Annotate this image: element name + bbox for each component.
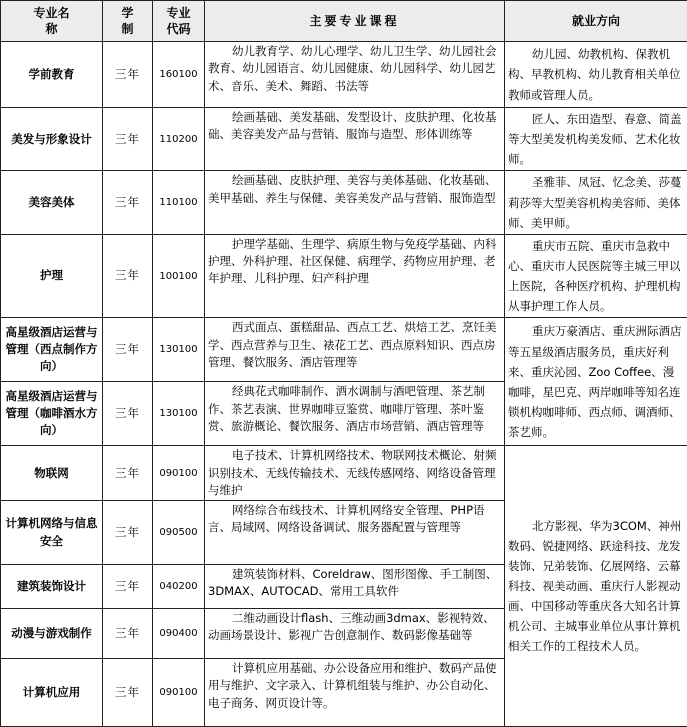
header-years: 学 制	[103, 1, 153, 42]
program-years: 三年	[103, 446, 153, 501]
program-years: 三年	[103, 609, 153, 659]
table-row	[1, 318, 687, 382]
program-code: 100100	[153, 234, 205, 318]
program-years: 三年	[103, 318, 153, 382]
program-careers: 圣雅菲、凤冠、忆念美、莎蔓莉莎等大型美容机构美容师、美体师、美甲师。	[505, 171, 687, 234]
program-code: 130100	[153, 382, 205, 446]
program-code: 040200	[153, 565, 205, 609]
program-name: 学前教育	[1, 42, 103, 108]
program-code: 130100	[153, 318, 205, 382]
program-name: 建筑装饰设计	[1, 565, 103, 609]
program-years: 三年	[103, 659, 153, 727]
program-careers: 匠人、东田造型、春意、简盖等大型美发机构美发师、艺术化妆师。	[505, 108, 687, 171]
program-code: 110200	[153, 108, 205, 171]
header-name: 专业名 称	[1, 1, 103, 42]
program-years: 三年	[103, 42, 153, 108]
careers-hotel: 重庆万豪酒店、重庆洲际酒店等五星级酒店服务员，重庆好利来、重庆沁园、Zoo Coffee、漫咖啡，星巴克、两岸咖啡等知名连锁机构咖啡师、西点师、调酒师、茶艺师。	[505, 318, 687, 446]
careers-it: 北方影视、华为3COM、神州数码、锐捷网络、跃途科技、龙发装饰、兄弟装饰、亿展网络、云幕科技、视美动画、重庆行人影视动画、中国移动等重庆各大知名计算机公司、主城事业单位从事计算机相关工作的工程技术人员。	[505, 446, 687, 727]
header-courses: 主要专业课程	[205, 1, 505, 42]
program-name: 计算机应用	[1, 659, 103, 727]
program-name: 高星级酒店运营与管理（西点制作方向）	[1, 318, 103, 382]
program-code: 160100	[153, 42, 205, 108]
program-name: 动漫与游戏制作	[1, 609, 103, 659]
program-code: 110100	[153, 171, 205, 234]
program-careers: 重庆市五院、重庆市急救中心、重庆市人民医院等主城三甲以上医院，各种医疗机构、护理机构从事护理工作人员。	[505, 234, 687, 318]
program-code: 090500	[153, 501, 205, 565]
program-name: 计算机网络与信息安全	[1, 501, 103, 565]
program-courses: 幼儿教育学、幼儿心理学、幼儿卫生学、幼儿园社会教育、幼儿园语言、幼儿园健康、幼儿园科学、幼儿园艺术、音乐、美术、舞蹈、书法等	[205, 42, 505, 108]
program-name: 护理	[1, 234, 103, 318]
program-courses: 经典花式咖啡制作、酒水调制与酒吧管理、茶艺制作、茶艺表演、世界咖啡豆鉴赏、咖啡厅管理、茶叶鉴赏、旅游概论、餐饮服务、酒店市场营销、酒店管理等	[205, 382, 505, 446]
program-name: 物联网	[1, 446, 103, 501]
program-name: 高星级酒店运营与管理（咖啡酒水方向）	[1, 382, 103, 446]
program-code: 090100	[153, 659, 205, 727]
program-years: 三年	[103, 108, 153, 171]
program-courses: 护理学基础、生理学、病原生物与免疫学基础、内科护理、外科护理、社区保健、病理学、药物应用护理、老年护理、儿科护理、妇产科护理	[205, 234, 505, 318]
program-code: 090100	[153, 446, 205, 501]
program-years: 三年	[103, 382, 153, 446]
program-years: 三年	[103, 501, 153, 565]
program-code: 090400	[153, 609, 205, 659]
program-courses: 绘画基础、皮肤护理、美容与美体基础、化妆基础、美甲基础、养生与保健、美容美发产品与营销、服饰造型	[205, 171, 505, 234]
program-courses: 网络综合布线技术、计算机网络安全管理、PHP语言、局域网、网络设备调试、服务器配置与管理等	[205, 501, 505, 565]
table-row	[1, 42, 687, 108]
program-courses: 西式面点、蛋糕甜品、西点工艺、烘焙工艺、烹饪美学、西点营养与卫生、裱花工艺、西点原料知识、西点房管理、餐饮服务、酒店管理等	[205, 318, 505, 382]
header-code: 专业 代码	[153, 1, 205, 42]
header-careers: 就业方向	[505, 1, 687, 42]
program-name: 美容美体	[1, 171, 103, 234]
table-row	[1, 234, 687, 318]
header-row	[1, 1, 687, 42]
program-courses: 建筑装饰材料、Coreldraw、图形图像、手工制图、3DMAX、AUTOCAD、常用工具软件	[205, 565, 505, 609]
program-name: 美发与形象设计	[1, 108, 103, 171]
program-courses: 二维动画设计flash、三维动画3dmax、影视特效、动画场景设计、影视广告创意制作、数码影像基础等	[205, 609, 505, 659]
program-years: 三年	[103, 234, 153, 318]
program-years: 三年	[103, 565, 153, 609]
table-row	[1, 108, 687, 171]
program-years: 三年	[103, 171, 153, 234]
table-row	[1, 446, 687, 501]
program-courses: 绘画基础、美发基础、发型设计、皮肤护理、化妆基础、美容美发产品与营销、服饰与造型、形体训练等	[205, 108, 505, 171]
program-courses: 电子技术、计算机网络技术、物联网技术概论、射频识别技术、无线传输技术、无线传感网络、网络设备管理与维护	[205, 446, 505, 501]
program-careers: 幼儿园、幼教机构、保教机构、早教机构、幼儿教育相关单位教师或管理人员。	[505, 42, 687, 108]
table-row	[1, 171, 687, 234]
program-courses: 计算机应用基础、办公设备应用和维护、数码产品使用与维护、文字录入、计算机组装与维护、办公自动化、电子商务、网页设计等。	[205, 659, 505, 727]
